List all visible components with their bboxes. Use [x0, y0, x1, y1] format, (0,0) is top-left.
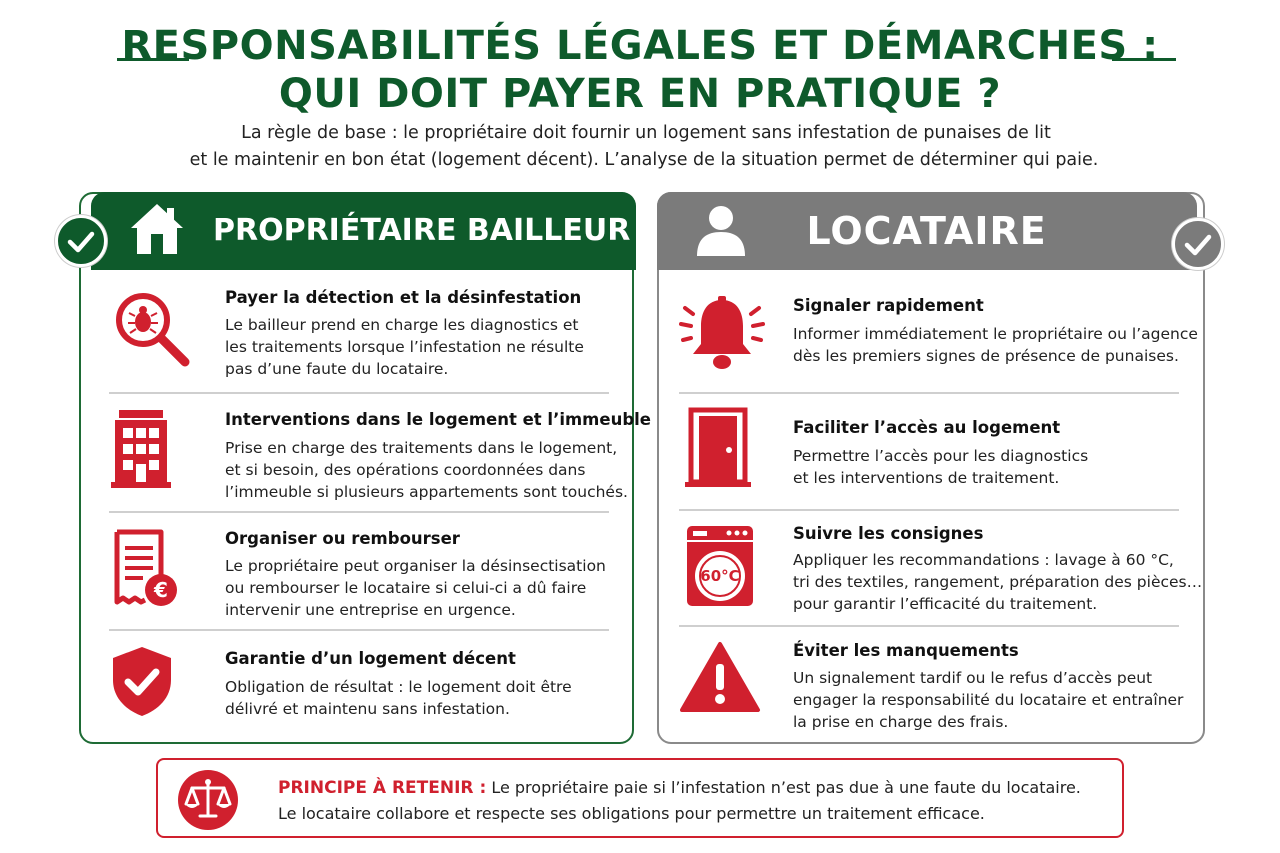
- invoice-euro-icon: [111, 528, 181, 614]
- principle-line2: Le locataire collabore et respecte ses obligations pour permettre un traitement efficace.: [278, 804, 985, 823]
- divider: [109, 392, 609, 394]
- landlord-panel: [79, 192, 651, 744]
- washing-temp-label: 60°C: [700, 567, 740, 585]
- divider: [679, 509, 1179, 511]
- tenant-item-title: Faciliter l’accès au logement: [793, 418, 1061, 437]
- tenant-item-title: Suivre les consignes: [793, 524, 984, 543]
- check-icon: [1172, 218, 1224, 270]
- landlord-item-text: Le bailleur prend en charge les diagnostics et les traitements lorsque l’infestation ne résulte pas d’une faute du locataire.: [225, 316, 584, 378]
- principle-box: [156, 758, 1124, 838]
- principle-line1: [278, 778, 1081, 798]
- principle-label: PRINCIPE À RETENIR :: [278, 778, 487, 798]
- landlord-item-title: Garantie d’un logement décent: [225, 649, 516, 668]
- landlord-item-text: Obligation de résultat : le logement doit être délivré et maintenu sans infestation.: [225, 678, 572, 718]
- divider: [109, 629, 609, 631]
- tenant-item-text: Informer immédiatement le propriétaire ou l’agence dès les premiers signes de présence de punaises.: [793, 325, 1198, 365]
- landlord-panel-header: [91, 192, 636, 270]
- shield-check-icon: [109, 644, 175, 722]
- building-icon: [111, 408, 171, 496]
- door-icon: [683, 406, 753, 492]
- page-title-line2: QUI DOIT PAYER EN PRATIQUE ?: [278, 71, 1002, 117]
- intro-line1: La règle de base : le propriétaire doit fournir un logement sans infestation de punaises de lit: [241, 123, 1051, 143]
- landlord-item-text: Le propriétaire peut organiser la désinsectisation ou rembourser le locataire si celui-ci a dû faire intervenir une entreprise en urgence.: [225, 557, 606, 619]
- divider: [679, 392, 1179, 394]
- tenant-item-text: Un signalement tardif ou le refus d’accès peut engager la responsabilité du locataire et entraîner la prise en charge des frais.: [793, 669, 1184, 731]
- tenant-item-title: Signaler rapidement: [793, 296, 984, 315]
- svg-text:€: €: [154, 578, 168, 602]
- tenant-item-title: Éviter les manquements: [793, 641, 1019, 660]
- alarm-bell-icon: [677, 294, 767, 378]
- landlord-item-title: Interventions dans le logement et l’immeuble: [225, 410, 651, 429]
- person-icon: [695, 204, 747, 262]
- bug-magnifier-icon: [109, 286, 193, 374]
- divider: [109, 511, 609, 513]
- principle-text: Le propriétaire paie si l’infestation n’est pas due à une faute du locataire.: [486, 778, 1081, 797]
- tenant-panel: [657, 192, 1205, 744]
- house-icon: [127, 200, 187, 262]
- warning-icon: [679, 640, 761, 718]
- intro-line2: et le maintenir en bon état (logement décent). L’analyse de la situation permet de déterminer qui paie.: [189, 150, 1099, 170]
- washing-machine-icon: [685, 524, 755, 612]
- scales-icon: [178, 770, 238, 830]
- tenant-item-text: Permettre l’accès pour les diagnostics et les interventions de traitement.: [793, 447, 1089, 487]
- landlord-item-title: Organiser ou rembourser: [225, 529, 460, 548]
- landlord-heading: PROPRIÉTAIRE BAILLEUR: [213, 212, 631, 248]
- landlord-item-text: Prise en charge des traitements dans le logement, et si besoin, des opérations coordonnées dans l’immeuble si plusieurs appartements sont touchés.: [225, 439, 628, 501]
- tenant-panel-header: [657, 192, 1197, 270]
- check-icon: [55, 215, 107, 267]
- tenant-heading: LOCATAIRE: [806, 208, 1047, 253]
- landlord-item-title: Payer la détection et la désinfestation: [225, 288, 582, 307]
- tenant-item-text: Appliquer les recommandations : lavage à 60 °C, tri des textiles, rangement, préparation des pièces… pour garantir l’efficacité du traitement.: [793, 551, 1203, 613]
- page-title-line1: RESPONSABILITÉS LÉGALES ET DÉMARCHES :: [121, 23, 1159, 69]
- divider: [679, 625, 1179, 627]
